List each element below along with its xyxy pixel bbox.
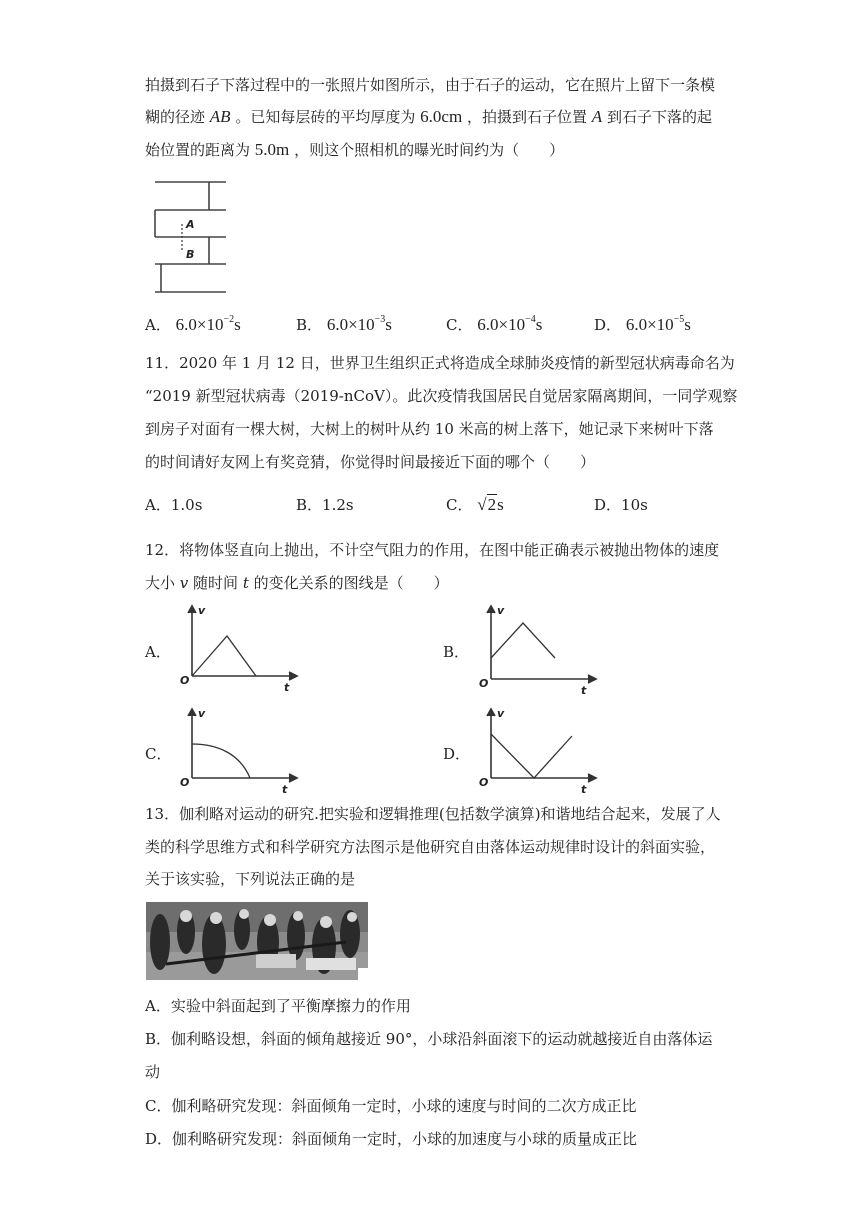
q11-option-d[interactable]: D．10s [594,496,648,514]
q13-stem-line-2: 类的科学思维方式和科学研究方法图示是他研究自由落体运动规律时设计的斜面实验， [145,838,716,856]
graph-b-v-label: v [497,604,505,617]
graph-d-origin: O [479,776,489,789]
fall-distance-value: 5.0m [254,140,290,159]
q11-option-b[interactable]: B．1.2s [296,496,354,514]
graph-a-origin: O [180,674,190,687]
q10-stem-line-1: 拍摄到石子下落过程中的一张照片如图所示，由于石子的运动，它在照片上留下一条模 [145,76,716,94]
q11-stem-line-1: 11．2020 年 1 月 12 日，世界卫生组织正式将造成全球肺炎疫情的新型冠状病毒命名为 [145,354,735,372]
q12-option-c-label[interactable]: C． [145,745,172,763]
graph-c-origin: O [180,776,190,789]
path-label-ab: AB [209,107,231,126]
q13-option-b-line-2[interactable]: 动 [145,1063,161,1081]
graph-a[interactable] [178,603,303,693]
graph-d[interactable] [477,706,602,796]
q13-option-d[interactable]: D．伽利略研究发现：斜面倾角一定时，小球的加速度与小球的质量成正比 [145,1130,638,1148]
q13-option-b-line-1[interactable]: B．伽利略设想，斜面的倾角越接近 90°，小球沿斜面滚下的运动就越接近自由落体运 [145,1030,713,1048]
q12-stem-line-1: 12．将物体竖直向上抛出，不计空气阻力的作用，在图中能正确表示被抛出物体的速度 [145,541,720,559]
brick-wall-figure [150,180,230,295]
q10-stem-line-3: 始位置的距离为 5.0m ，则这个照相机的曝光时间约为（ ） [145,140,565,159]
q11-option-a[interactable]: A．1.0s [145,496,203,514]
figure-label-a: A [186,218,195,231]
brick-thickness-value: 6.0cm [420,107,463,126]
q12-option-b-label[interactable]: B． [443,643,470,661]
figure-label-b: B [186,248,195,261]
graph-c-t-label: t [282,783,288,796]
graph-c-v-label: v [198,707,206,720]
graph-b-t-label: t [581,684,587,697]
q12-option-a-label[interactable]: A． [145,643,171,661]
q13-stem-line-3: 关于该实验，下列说法正确的是 [145,870,356,888]
position-label-a: A [591,107,603,126]
q13-option-a[interactable]: A．实验中斜面起到了平衡摩擦力的作用 [145,997,411,1015]
graph-b-origin: O [479,677,489,690]
q12-stem-line-2: 大小 v 随时间 t 的变化关系的图线是（ ） [145,574,449,592]
graph-d-t-label: t [581,783,587,796]
galileo-experiment-image [146,902,368,980]
q10-stem-line-2: 糊的径迹 AB 。已知每层砖的平均厚度为 6.0cm ，拍摄到石子位置 A 到石子下落的起 [145,107,712,126]
q12-option-d-label[interactable]: D． [443,745,471,763]
graph-b[interactable] [477,603,602,697]
q11-stem-line-2: “2019 新型冠状病毒（2019-nCoV）。此次疫情我国居民自觉居家隔离期间，一同学观察 [145,387,738,405]
q10-option-a[interactable]: A． $6.0\times 10^{-2}s$ [145,314,241,334]
graph-c[interactable] [178,706,303,796]
q10-option-c[interactable]: C． $6.0\times 10^{-4}s$ [446,314,543,334]
q11-option-c[interactable]: C． √2s [446,495,504,514]
sqrt-expression: √2s [477,495,504,514]
q13-option-c[interactable]: C．伽利略研究发现：斜面倾角一定时，小球的速度与时间的二次方成正比 [145,1097,637,1115]
graph-d-v-label: v [497,707,505,720]
q10-option-b[interactable]: B． $6.0\times 10^{-3}s$ [296,314,392,334]
q11-stem-line-3: 到房子对面有一棵大树，大树上的树叶从约 10 米高的树上落下，她记录下来树叶下落 [145,420,714,438]
q13-stem-line-1: 13．伽利略对运动的研究.把实验和逻辑推理(包括数学演算)和谐地结合起来，发展了人 [145,805,721,823]
graph-a-v-label: v [198,604,206,617]
q11-stem-line-4: 的时间请好友网上有奖竞猜，你觉得时间最接近下面的哪个（ ） [145,453,596,471]
q10-option-d[interactable]: D． $6.0\times 10^{-5}s$ [594,314,691,334]
graph-a-t-label: t [284,681,290,694]
